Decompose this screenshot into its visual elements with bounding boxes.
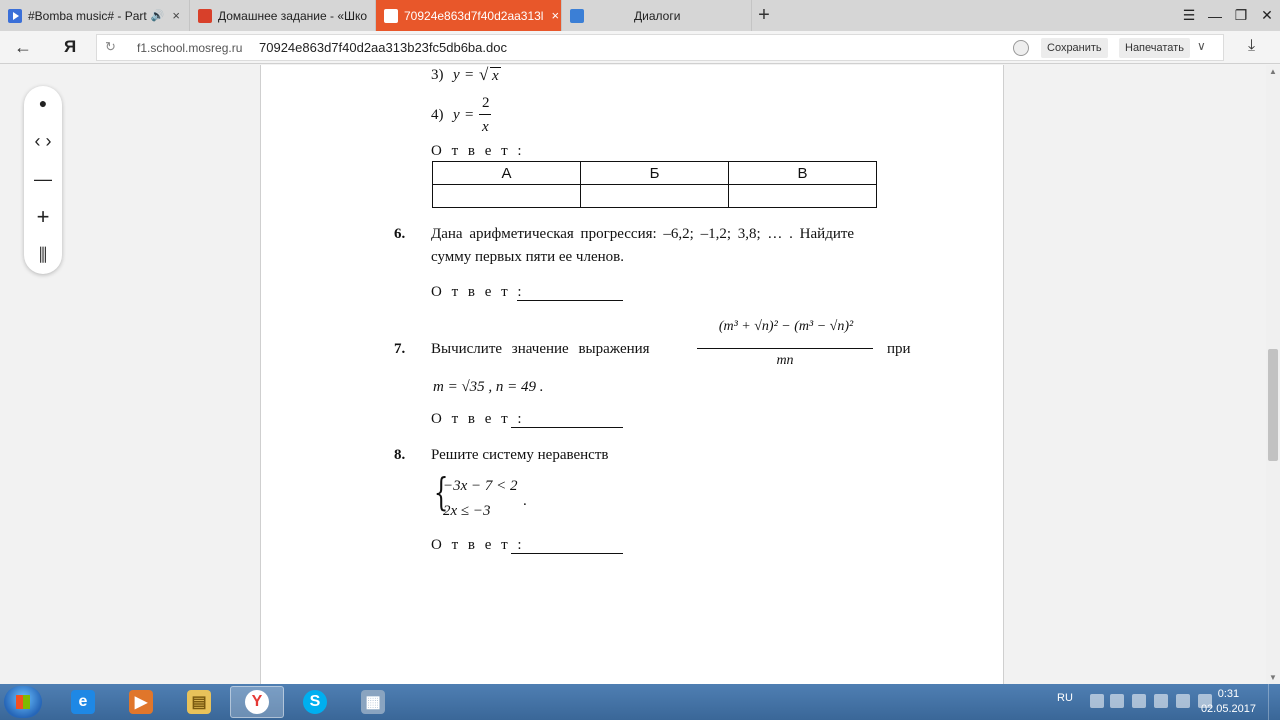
option-4-number: 4)	[431, 107, 444, 123]
table-cell-b	[581, 185, 729, 208]
internet-explorer-icon: e	[71, 690, 95, 714]
question-8-text: Решите систему неравенств	[431, 447, 609, 463]
table-cell-a	[433, 185, 581, 208]
minimize-icon[interactable]: —	[1208, 7, 1222, 24]
option-4-denominator: x	[482, 119, 489, 135]
url-field[interactable]	[96, 34, 1224, 61]
folder-icon: ▤	[187, 690, 211, 714]
question-6-line1: Дана арифметическая прогрессия: –6,2; –1,2; 3,8; … . Найдите	[431, 226, 855, 242]
show-desktop-button[interactable]	[1268, 684, 1280, 720]
close-window-icon[interactable]: ✕	[1261, 7, 1273, 23]
page-nav-icon[interactable]: ‹ ›	[34, 131, 52, 151]
document-page	[260, 65, 1004, 685]
option-3-radical: √	[479, 65, 489, 84]
question-8-inequality-2: 2x ≤ −3	[443, 503, 491, 519]
document-settings-icon[interactable]	[1013, 40, 1029, 56]
option-4-equals: =	[465, 107, 474, 123]
question-7-suffix: при	[887, 341, 911, 357]
taskbar-yandex-browser[interactable]	[230, 686, 284, 718]
speaker-icon[interactable]: 🔊	[150, 10, 165, 22]
new-tab-button[interactable]: +	[758, 4, 770, 26]
pages-icon[interactable]: ⫼	[38, 245, 48, 265]
table-header-b: Б	[581, 162, 729, 185]
close-tab-icon[interactable]: ×	[172, 8, 181, 23]
scrollbar-thumb[interactable]	[1268, 349, 1278, 461]
restore-icon[interactable]: ❐	[1234, 7, 1248, 23]
save-button[interactable]: Сохранить	[1041, 38, 1108, 58]
tab-dialogs[interactable]	[562, 0, 752, 31]
signal-icon[interactable]	[1176, 694, 1190, 708]
question-6-number: 6.	[394, 226, 406, 242]
option-4-lhs: y	[453, 107, 460, 123]
answer-table	[432, 161, 877, 208]
network-icon[interactable]	[1110, 694, 1124, 708]
answer-label: О т в е т :	[431, 284, 525, 300]
school-icon	[198, 9, 212, 23]
taskbar-file-explorer[interactable]	[172, 686, 226, 718]
clock[interactable]	[1201, 687, 1256, 717]
chat-icon	[570, 9, 584, 23]
option-3-lhs: y	[453, 67, 460, 83]
option-3-equals: =	[465, 67, 474, 83]
close-tab-icon[interactable]: ×	[551, 8, 560, 23]
table-header-a: А	[433, 162, 581, 185]
flag-icon[interactable]	[1132, 694, 1146, 708]
option-4-fraction-bar	[479, 114, 491, 115]
taskbar-skype[interactable]	[288, 686, 342, 718]
answer-label: О т в е т :	[431, 537, 525, 553]
school-icon	[384, 9, 398, 23]
question-8-dot: .	[523, 493, 527, 509]
option-3-var: x	[492, 68, 499, 84]
url-domain: f1.school.mosreg.ru	[137, 41, 243, 55]
question-6-line2: сумму первых пяти ее членов.	[431, 249, 624, 265]
question-7-text: Вычислите значение выражения	[431, 341, 650, 357]
question-7-numerator: (m³ + √n)² − (m³ − √n)²	[718, 319, 854, 334]
calculator-icon: ▦	[361, 690, 385, 714]
printer-icon[interactable]	[1154, 694, 1168, 708]
question-8-number: 8.	[394, 447, 406, 463]
fraction-bar	[697, 348, 873, 349]
taskbar	[0, 684, 1280, 720]
answer-line	[511, 553, 623, 554]
window-controls	[1176, 0, 1280, 31]
option-3-number: 3)	[431, 67, 444, 83]
tab-bar	[0, 0, 1280, 31]
zoom-in-icon[interactable]: +	[36, 204, 50, 229]
question-7-condition: m = √35 , n = 49 .	[433, 379, 544, 395]
tab-label: Домашнее задание - «Шко	[218, 8, 368, 23]
language-indicator[interactable]: RU	[1057, 692, 1073, 704]
url-path: 70924e863d7f40d2aa313b23fc5db6ba.doc	[259, 40, 507, 55]
tab-bomba-music[interactable]	[0, 0, 190, 31]
reload-icon[interactable]: ↻	[105, 39, 116, 54]
question-8-inequality-1: −3x − 7 < 2	[443, 478, 518, 494]
tab-homework[interactable]	[190, 0, 376, 31]
address-bar	[0, 31, 1280, 64]
print-button[interactable]: Напечатать	[1119, 38, 1190, 58]
tab-document[interactable]	[376, 0, 562, 31]
table-header-c: В	[729, 162, 877, 185]
tab-label: Диалоги	[634, 8, 681, 23]
dot-icon[interactable]: ●	[38, 95, 48, 111]
question-7-denominator: mn	[776, 353, 794, 368]
play-icon	[8, 9, 22, 23]
scroll-up-icon[interactable]: ▲	[1269, 67, 1277, 76]
answer-line	[517, 300, 623, 301]
download-icon[interactable]: ⤓	[1248, 37, 1256, 54]
system-tray	[1040, 684, 1280, 720]
table-cell-c	[729, 185, 877, 208]
zoom-out-icon[interactable]: —	[34, 169, 52, 189]
skype-icon: S	[303, 690, 327, 714]
question-7-fraction	[697, 315, 873, 375]
chevron-down-icon[interactable]: ∨	[1197, 39, 1206, 53]
option-4-numerator: 2	[482, 95, 490, 111]
viewer-toolbar	[24, 86, 62, 274]
taskbar-internet-explorer[interactable]	[56, 686, 110, 718]
taskbar-media-player[interactable]	[114, 686, 168, 718]
answer-label: О т в е т :	[431, 143, 525, 159]
start-button[interactable]	[4, 686, 42, 718]
system-brace: {	[433, 470, 449, 514]
yandex-logo[interactable]: Я	[64, 37, 77, 56]
tab-label: #Bomba music# - Part	[28, 8, 147, 23]
clock-date: 02.05.2017	[1200, 703, 1256, 715]
taskbar-calculator[interactable]	[346, 686, 400, 718]
yandex-browser-icon: Y	[245, 690, 269, 714]
tray-arrow-icon[interactable]	[1090, 694, 1104, 708]
question-7-number: 7.	[394, 341, 406, 357]
tab-label: 70924e863d7f40d2aa313l	[404, 8, 544, 23]
answer-line	[511, 427, 623, 428]
media-player-icon: ▶	[129, 690, 153, 714]
menu-icon[interactable]: ☰	[1182, 7, 1196, 23]
back-icon[interactable]: ←	[14, 37, 32, 57]
document-content	[261, 65, 1004, 685]
vertical-scrollbar[interactable]	[1266, 65, 1280, 684]
answer-label: О т в е т :	[431, 411, 525, 427]
scroll-down-icon[interactable]: ▼	[1269, 673, 1277, 682]
clock-time: 0:31	[1217, 688, 1240, 700]
